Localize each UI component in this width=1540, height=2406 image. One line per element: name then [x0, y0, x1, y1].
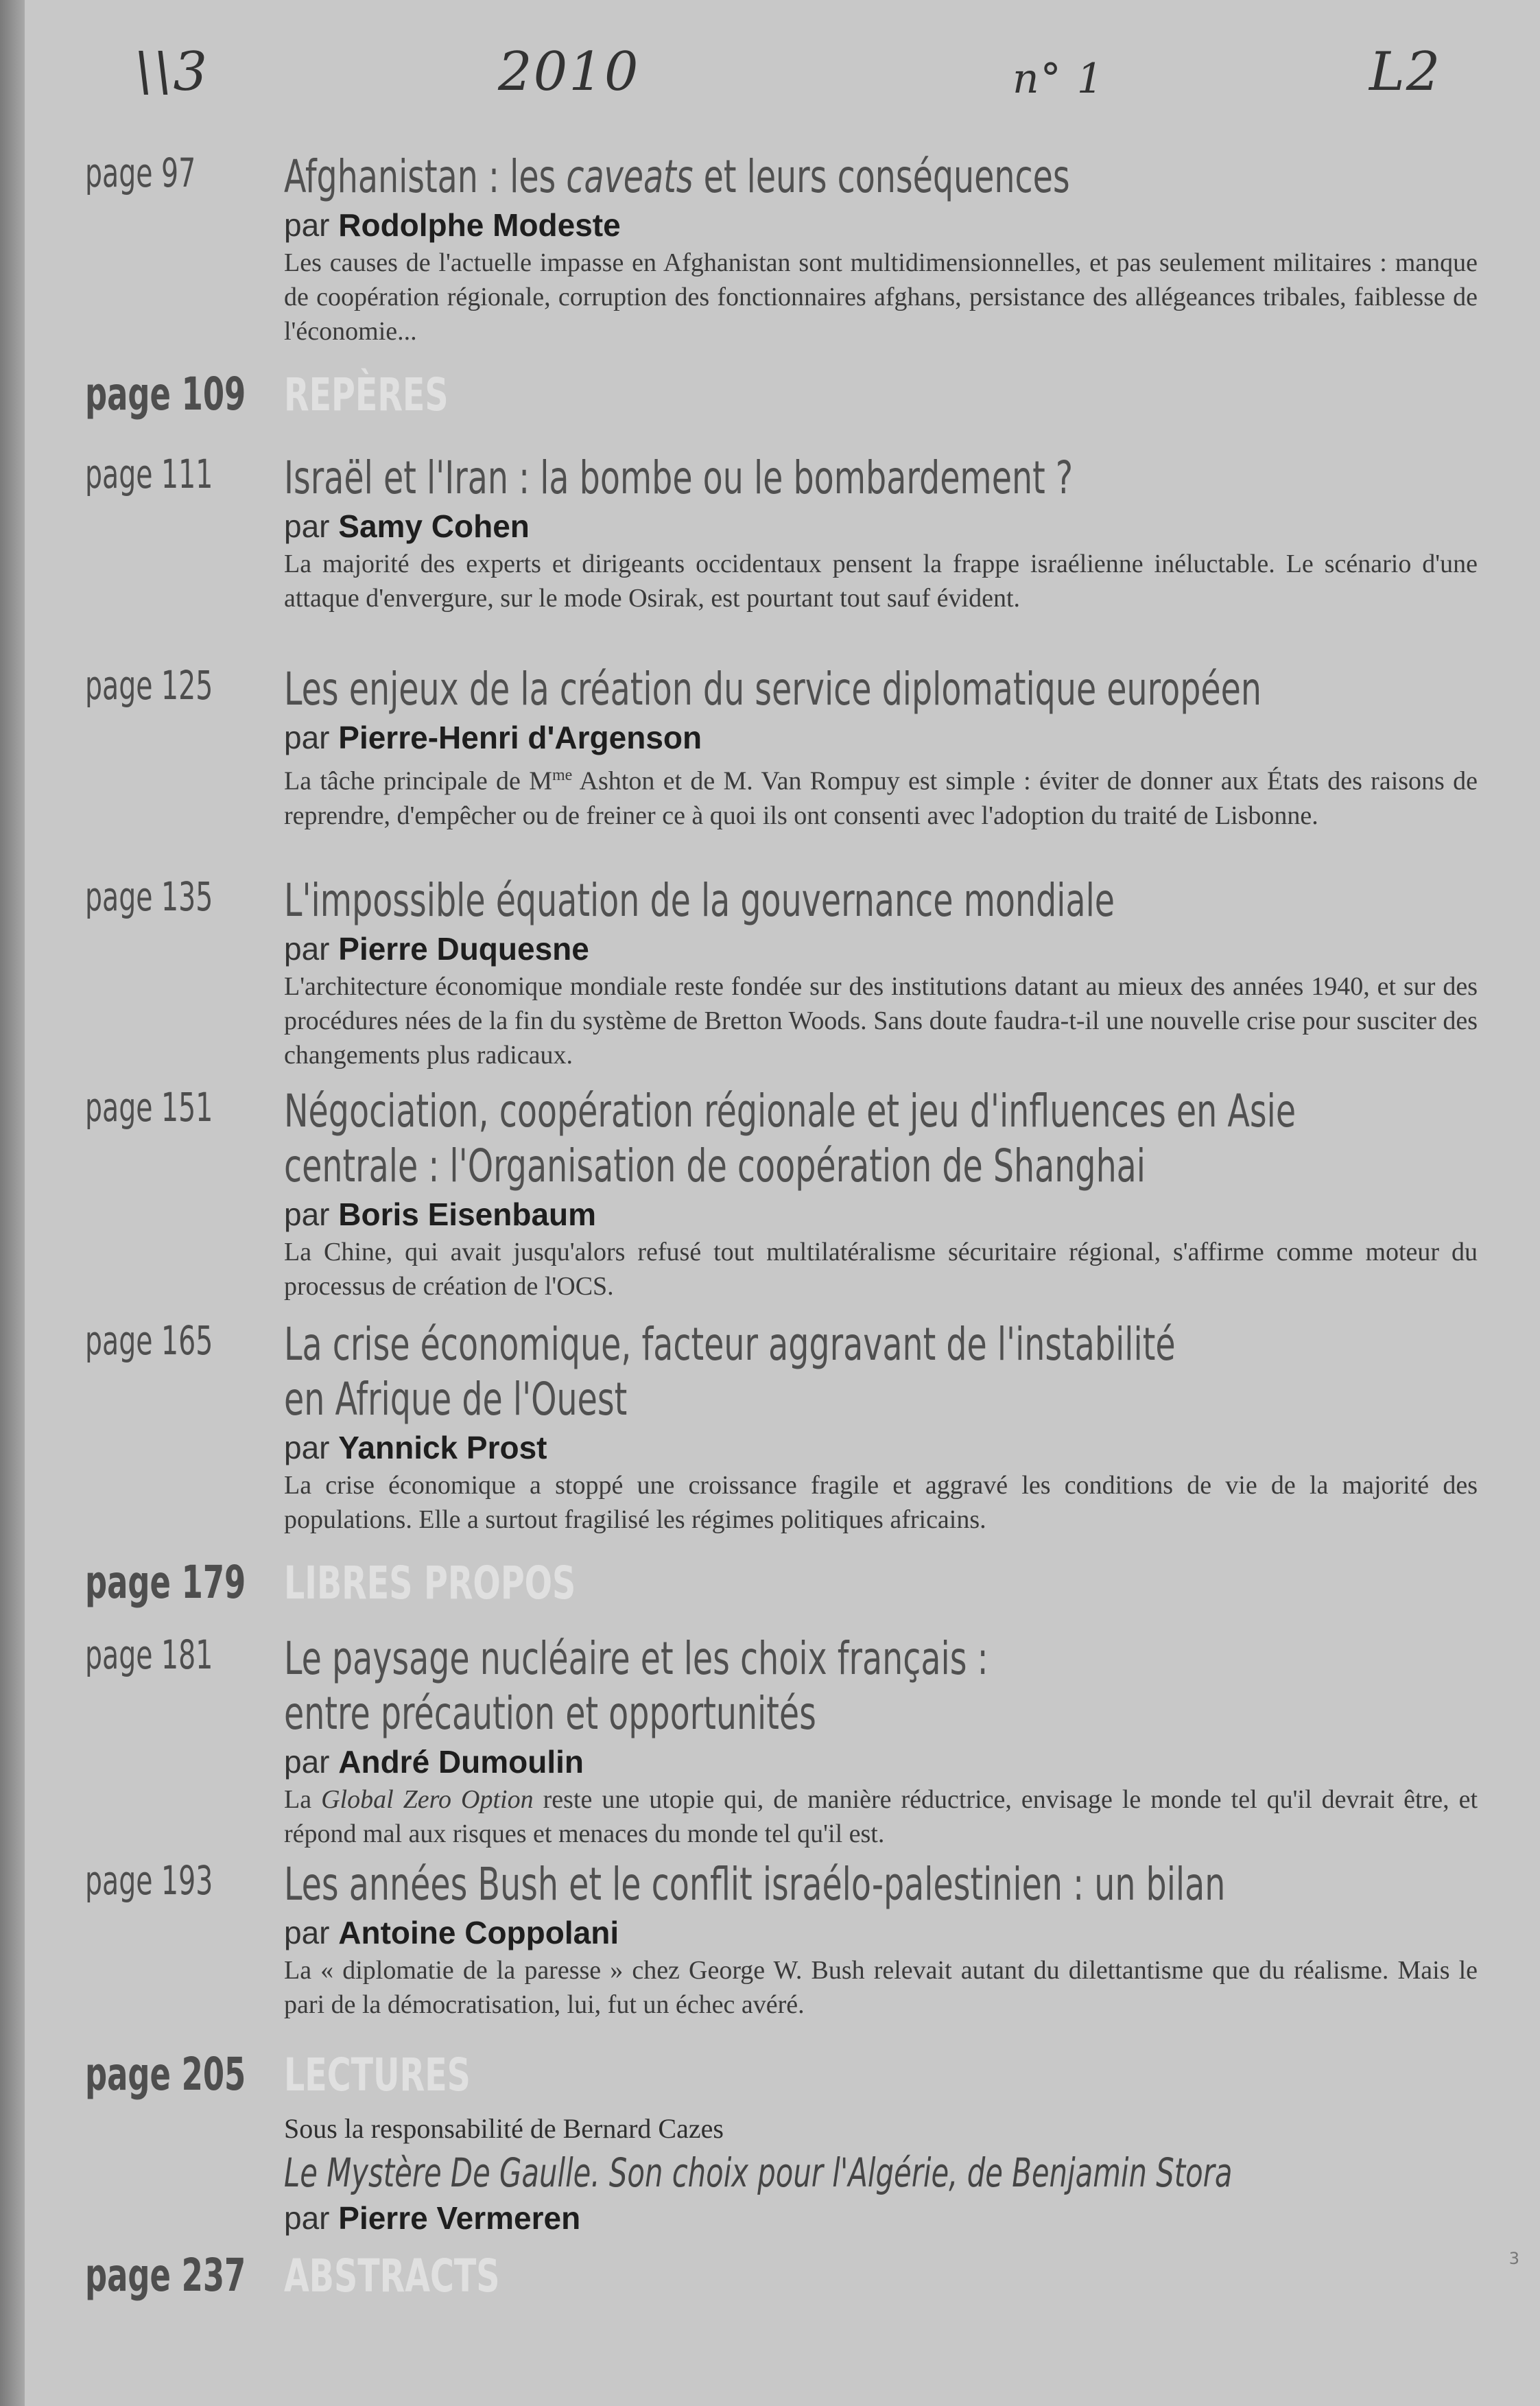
author-name: Yannick Prost — [338, 1430, 547, 1465]
page-number: page 97 — [85, 150, 196, 196]
article-title: L'impossible équation de la gouvernance mondiale — [284, 874, 1115, 927]
page-number: page 135 — [85, 873, 213, 920]
article-abstract: La crise économique a stoppé une croissance fragile et aggravé les conditions de vie de la majorité des populations. Elle a surtout fragilisé les régimes politiques africains. — [284, 1471, 1478, 1534]
section-heading: LIBRES PROPOS — [284, 1557, 576, 1609]
article-title-line-2: en Afrique de l'Ouest — [284, 1373, 628, 1426]
article-abstract: La Global Zero Option reste une utopie qui, de manière réductrice, envisage le monde tel qu'il devrait être, et répond mal aux risques et menaces du monde tel qu'il est. — [284, 1785, 1478, 1848]
byline: par Rodolphe Modeste — [284, 207, 621, 243]
page-number: page 193 — [85, 1857, 213, 1904]
article-title: Les enjeux de la création du service diplomatique européen — [284, 663, 1261, 716]
article-title-line-2: entre précaution et opportunités — [284, 1687, 816, 1740]
article-title: Afghanistan : les caveats et leurs conséquences — [284, 150, 1070, 203]
page-number: page 125 — [85, 662, 213, 709]
article-abstract: L'architecture économique mondiale reste fondée sur des institutions datant au mieux des années 1940, et sur des procédures nées de la fin du système de Bretton Woods. Sans doute faudra-t-il une nouvelle crise pour susciter des changements plus radicaux. — [284, 972, 1478, 1070]
byline: par Antoine Coppolani — [284, 1915, 619, 1950]
handwritten-year: 2010 — [498, 41, 640, 103]
article-title: Les années Bush et le conflit israélo-palestinien : un bilan — [284, 1858, 1226, 1911]
page-number: page 179 — [85, 1556, 246, 1609]
book-spine-shadow — [0, 0, 25, 2406]
article-title-line-2: centrale : l'Organisation de coopération de Shanghai — [284, 1140, 1146, 1192]
page-number: page 111 — [85, 451, 213, 497]
article-title-line-1: Le paysage nucléaire et les choix français : — [284, 1632, 988, 1685]
book-review-title: Le Mystère De Gaulle. Son choix pour l'Algérie, de Benjamin Stora — [284, 2149, 1233, 2196]
section-editor: Sous la responsabilité de Bernard Cazes — [284, 2113, 724, 2144]
article-title-line-1: Négociation, coopération régionale et jeu d'influences en Asie — [284, 1085, 1296, 1137]
page-number: page 181 — [85, 1631, 213, 1678]
byline: par Boris Eisenbaum — [284, 1196, 597, 1232]
page-edge-mark: 3 — [1508, 2249, 1519, 2268]
byline: par André Dumoulin — [284, 1744, 584, 1780]
author-name: Pierre-Henri d'Argenson — [338, 720, 702, 755]
page-number: page 109 — [85, 368, 246, 421]
byline: par Pierre Vermeren — [284, 2200, 581, 2236]
byline: par Samy Cohen — [284, 508, 530, 544]
author-name: Rodolphe Modeste — [338, 207, 621, 243]
handwritten-note-right: L2 — [1369, 41, 1442, 103]
byline: par Pierre Duquesne — [284, 931, 589, 967]
article-abstract: La Chine, qui avait jusqu'alors refusé tout multilatéralisme sécuritaire régional, s'affirme comme moteur du processus de création de l'OCS. — [284, 1238, 1478, 1301]
handwritten-issue-number: n° 1 — [1012, 55, 1104, 103]
article-abstract: La tâche principale de $M^{me}$ Ashton et de M. Van Rompuy est simple : éviter de donner aux États des raisons de reprendre, d'empêcher ou de freiner ce à quoi ils ont consenti avec l'adoption du traité de Lisbonne. — [284, 766, 1478, 830]
author-name: Boris Eisenbaum — [338, 1196, 597, 1232]
byline: par Yannick Prost — [284, 1430, 547, 1465]
page-number: page 205 — [85, 2048, 246, 2101]
section-heading: REPÈRES — [284, 368, 449, 421]
section-heading: ABSTRACTS — [284, 2250, 500, 2302]
article-abstract: Les causes de l'actuelle impasse en Afghanistan sont multidimensionnelles, et pas seulement militaires : manque de coopération régionale, corruption des fonctionnaires afghans, persistance des allégeances tribales, faiblesse de l'économie... — [284, 248, 1478, 346]
author-name: Pierre Duquesne — [338, 931, 589, 967]
page-number: page 165 — [85, 1317, 213, 1364]
byline: par Pierre-Henri d'Argenson — [284, 720, 702, 755]
author-name: Antoine Coppolani — [338, 1915, 619, 1950]
article-abstract: La « diplomatie de la paresse » chez George W. Bush relevait autant du dilettantisme que du réalisme. Mais le pari de la démocratisation, lui, fut un échec avéré. — [284, 1956, 1478, 2019]
author-name: Samy Cohen — [338, 508, 530, 544]
entry-content — [284, 150, 1478, 349]
table-of-contents-page — [25, 0, 1540, 2406]
page-number: page 237 — [85, 2249, 246, 2302]
article-abstract: La majorité des experts et dirigeants occidentaux pensent la frappe israélienne inéluctable. Le scénario d'une attaque d'envergure, sur le mode Osirak, est pourtant tout sauf évident. — [284, 550, 1478, 613]
page-number: page 151 — [85, 1084, 213, 1131]
article-title-line-1: La crise économique, facteur aggravant de l'instabilité — [284, 1318, 1176, 1371]
handwritten-note-left: \\3 — [134, 41, 209, 103]
author-name: André Dumoulin — [338, 1744, 584, 1780]
author-name: Pierre Vermeren — [338, 2200, 581, 2236]
article-title: Israël et l'Iran : la bombe ou le bombardement ? — [284, 451, 1074, 504]
section-heading: LECTURES — [284, 2049, 471, 2101]
